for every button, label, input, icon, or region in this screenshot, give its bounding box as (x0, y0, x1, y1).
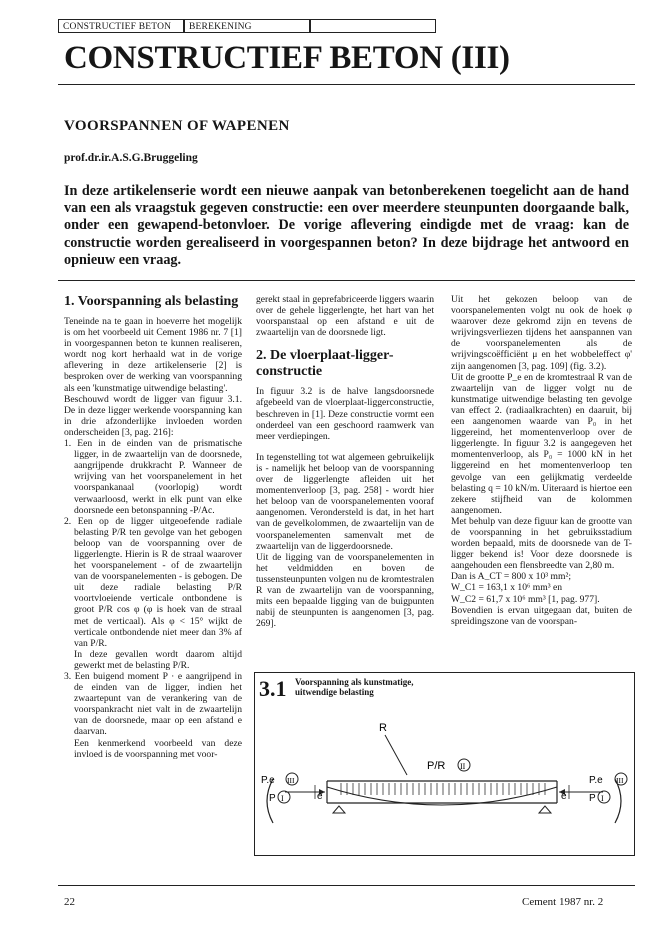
circle-label-3-right: III (616, 776, 624, 785)
formula-line: Dan is A_CT = 800 x 10³ mm²; (451, 571, 571, 583)
paragraph: Met behulp van deze figuur kan de grootte van de voorspanning in het gebruiksstadium worden bepaald, mits de doorsnede van de T-ligger bekend is! Voor deze doorsnede is aangehouden een flensbreedte van 2,80 m. (451, 515, 632, 572)
figure-caption-line: uitwendige belasting (295, 687, 374, 697)
list-item: 3. Een buigend moment P · e aangrijpend in de einden van de ligger, indien het zwaartepunt van de verankering van de voorspankracht niet valt in de zwaartelijn van de doorsnede, maar op een afstand e daarvan. (64, 671, 242, 738)
paragraph: In figuur 3.2 is de halve langsdoorsnede afgebeeld van de vloerplaat-liggerconstructie, beschreven in [1]. Deze constructie vormt een onderdeel van een geschoord raamwerk van meer verdiepingen. (256, 386, 434, 442)
support-left (333, 806, 345, 813)
circle-label-2: II (460, 762, 466, 771)
list-item: 2. Een op de ligger uitgeoefende radiale belasting P/R ten gevolge van het gebogen beloop van de voorspanning over de liggerlengte. Hierin is R de straal waarover het voorspanelement - of de zwaartelijn van de voorspanelementen - is gebogen. De uit deze radiale belasting P/R voortvloeiende verticale ontbondene is groot P/R cos φ (φ is hoek van de straal met de verticaal). Als φ < 15° wijkt de verticale ontbondende niet meer dan 3% af van P/R. (64, 515, 242, 649)
label-R: R (379, 722, 387, 734)
circle-marker-1-left (278, 791, 290, 803)
moment-arc-right (615, 779, 621, 823)
figure-3-1 (254, 672, 635, 856)
section-heading-1: 1. Voorspanning als belasting (64, 294, 239, 309)
paragraph: Uit het gekozen beloop van de voorspanelementen volgt nu ook de hoek φ waarover deze gekromd zijn en tevens de wrijvingsverliezen tijdens het aanspannen van de voorspanelementen als de wrijvingscoëfficiënt μ en het wobbeleffect φ' zijn aangenomen [3, pag. 109] (fig. 3.2). (451, 294, 632, 372)
lead-paragraph: In deze artikelenserie wordt een nieuwe aanpak van betonberekenen toegelicht aan de hand van een als vraagstuk gegeven constructie: een over meerdere steunpunten doorgaande balk, onder een gewapend-betonvloer. De vorige aflevering eindigde met de vraag: kan de constructie worden gerealiseerd in voorgespannen beton? In deze bijdrage het antwoord en opnieuw een vraag. (64, 183, 629, 268)
radial-load-arrows (341, 783, 545, 795)
page-number: 22 (64, 896, 75, 908)
circle-label-1-right: I (601, 794, 604, 803)
beam-diagram (255, 673, 636, 857)
label-P-right: P (589, 793, 596, 804)
label-Pe-left: P.e (261, 775, 275, 786)
paragraph: Uit de grootte P_e en de kromtestraal R van de zwaartelijn van de ligger volgt nu de kunstmatige uitwendige belasting ten gevolge van effect 2. (radiaalkrachten) en daaruit, bij een aangenomen waarde van P₀ in het liggereind, het momentenverloop over de liggerlengte. In figuur 3.2 is aangegeven het momentenverloop, als P₀ = 1000 kN in het liggereind en het momentenverloop ten gevolge van een gelijkmatig verdeelde belasting q = 10 kN/m. Uiteraard is hiertoe een zekere stijfheid van de kolommen aangenomen. (451, 371, 632, 516)
footer-rule (58, 885, 635, 886)
list-item: 1. Een in de einden van de prismatische ligger, in de zwaartelijn van de doorsnede, aangrijpende drukkracht P. Wanneer de wrijving van het voorspanelement in het voorspankanaal (voorlopig) wordt verwaarloosd, werkt in elk punt van elke doorsnede een betonspanning -P/Ac. (64, 438, 242, 516)
section-heading-2: 2. De vloerplaat-ligger-constructie (256, 348, 394, 380)
header-tab-category: BEREKENING (184, 19, 310, 33)
paragraph: Uit de ligging van de voorspanelementen in het veldmidden en boven de tussensteunpunten volgen nu de kromtestralen R van de zwaartelijn van de voorspanning, mits een bepaalde ligging van de buigpunten nabij de steunpunten is aangenomen [3, pag. 269]. (256, 551, 434, 630)
label-e-left: e (317, 791, 323, 802)
title-rule (58, 84, 635, 85)
journal-reference: Cement 1987 nr. 2 (522, 896, 604, 908)
radius-line (385, 735, 407, 775)
formula-line: W_C2 = 61,7 x 10⁶ mm³ [1, pag. 977]. (451, 593, 600, 605)
tendon-curve (327, 787, 557, 805)
paragraph: Teneinde na te gaan in hoeverre het mogelijk is om het voorbeeld uit Cement 1986 nr. 7 [1] in voorgespannen beton te kunnen realiseren, wordt nog kort herhaald wat in de vorige aflevering in deze artikelenserie [2] is besproken over de werking van voorspanning als een 'kunstmatige uitwendige belasting'. (64, 316, 242, 394)
figure-caption-line: Voorspanning als kunstmatige, (295, 677, 414, 687)
label-P-left: P (269, 793, 276, 804)
text-column-2 (256, 294, 434, 629)
list-item-continuation: In deze gevallen wordt daarom altijd gewerkt met de belasting P/R. (74, 648, 242, 671)
label-P-over-R: P/R (427, 760, 446, 772)
circle-marker-1-right (598, 791, 610, 803)
label-Pe-right: P.e (589, 775, 603, 786)
circle-label-1-left: I (281, 794, 284, 803)
header-tab-empty (310, 19, 436, 33)
paragraph: Bovendien is ervan uitgegaan dat, buiten de spreidingszone van de voorspan- (451, 604, 632, 627)
paragraph: Beschouwd wordt de ligger van figuur 3.1. De in deze ligger werkende voorspanning kan in drie afzonderlijke invloeden worden onderscheiden [3, pag. 216]: (64, 393, 242, 438)
paragraph: gerekt staal in geprefabriceerde liggers waarin over de gehele liggerlengte, het hart van het voorspanstaal op een afstand e uit de zwaartelijn van de doorsnede ligt. (256, 294, 434, 339)
formula-line: W_C1 = 163,1 x 10⁶ mm³ en (451, 582, 563, 594)
lead-rule (58, 280, 635, 281)
figure-number: 3.1 (259, 676, 287, 701)
header-tab-section: CONSTRUCTIEF BETON (58, 19, 184, 33)
list-item-continuation: Een kenmerkend voorbeeld van deze invloed is de voorspanning met voor- (74, 737, 242, 760)
author-name: prof.dr.ir.A.S.G.Bruggeling (64, 152, 198, 164)
circle-label-3-left: III (287, 776, 295, 785)
article-title: CONSTRUCTIEF BETON (III) (64, 40, 510, 76)
paragraph: In tegenstelling tot wat algemeen gebruikelijk is - namelijk het beloop van de voorspanning over de liggerlengte afleiden uit het momentenverloop [3, pag. 258] - wordt hier het beloop van de voorspanelementen vooraf aangenomen. Verondersteld is dat, in het hart van de gevelkolommen, de zwaartelijn van de voorspanelementen samenvalt met de zwaartelijn van de liggerdoorsnede. (256, 451, 434, 552)
article-subtitle: VOORSPANNEN OF WAPENEN (64, 118, 290, 134)
text-column-1 (64, 294, 242, 760)
text-column-3 (451, 294, 632, 627)
label-e-right: e (561, 791, 567, 802)
support-right (539, 806, 551, 813)
